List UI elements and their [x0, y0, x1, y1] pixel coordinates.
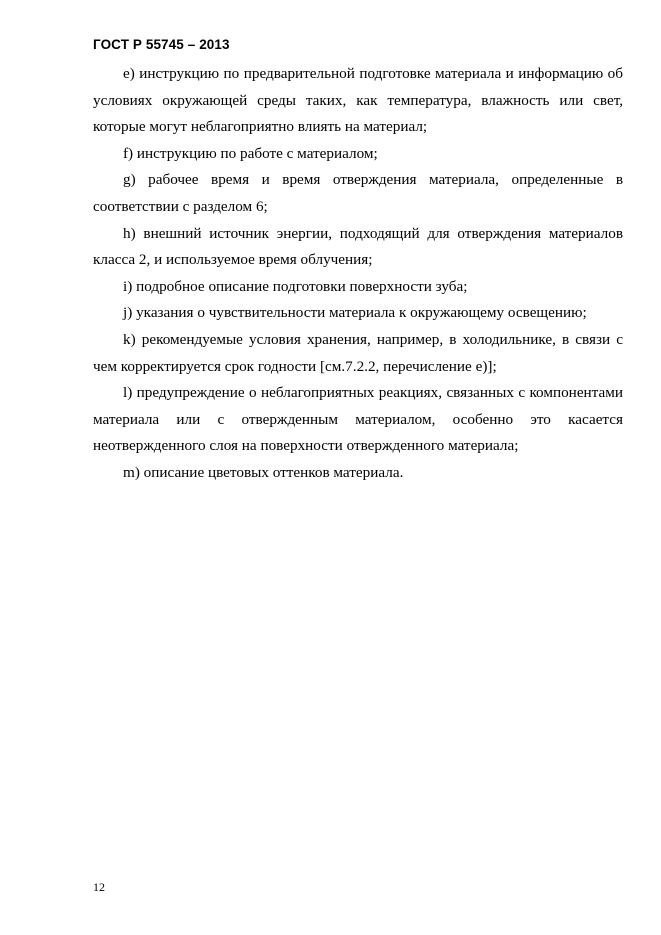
page-number: 12 [93, 880, 105, 894]
list-item-i: i) подробное описание подготовки поверхности зуба; [123, 277, 468, 295]
list-item-l: l) предупреждение о неблагоприятных реакциях, связанных с компонентами материала или с отвержденным материалом, особенно это касается неотвержденного слоя на поверхности отвержденного материала; [93, 384, 623, 455]
list-item-m: m) описание цветовых оттенков материала. [123, 463, 404, 481]
page-header: ГОСТ Р 55745 – 2013 [93, 37, 230, 52]
list-item-f: f) инструкцию по работе с материалом; [123, 144, 378, 162]
list-item-j: j) указания о чувствительности материала к окружающему освещению; [123, 304, 587, 322]
list-item-g: g) рабочее время и время отверждения материала, определенные в соответствии с разделом 6; [93, 171, 623, 215]
requirements-list [93, 61, 623, 487]
list-item-h: h) внешний источник энергии, подходящий для отверждения материалов класса 2, и используемое время облучения; [93, 224, 623, 269]
list-item-e: e) инструкцию по предварительной подготовке материала и информацию об условиях окружающей среды таких, как температура, влажность или свет, которые могут неблагоприятно влиять на материал; [93, 65, 623, 136]
list-item-k: k) рекомендуемые условия хранения, например, в холодильнике, в связи с чем корректируется срок годности [см.7.2.2, перечисление е)]; [93, 330, 623, 375]
